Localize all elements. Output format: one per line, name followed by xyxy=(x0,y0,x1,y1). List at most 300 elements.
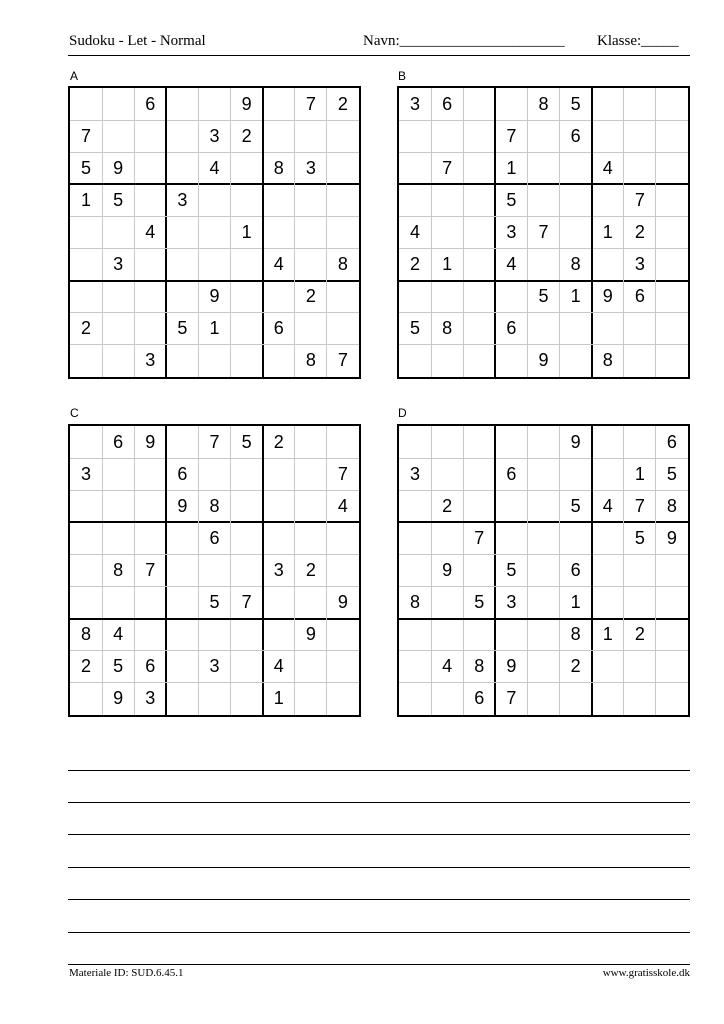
given-digit: 6 xyxy=(273,318,284,339)
empty-cell[interactable] xyxy=(656,184,688,216)
empty-cell[interactable] xyxy=(102,345,134,377)
empty-cell[interactable] xyxy=(431,120,463,152)
empty-cell[interactable] xyxy=(102,587,134,619)
empty-cell[interactable] xyxy=(495,426,527,458)
empty-cell[interactable] xyxy=(231,490,263,522)
empty-cell[interactable] xyxy=(166,281,198,313)
empty-cell[interactable] xyxy=(231,281,263,313)
given-digit: 1 xyxy=(634,463,645,484)
given-digit: 5 xyxy=(474,592,485,613)
empty-cell[interactable] xyxy=(431,184,463,216)
empty-cell[interactable] xyxy=(495,345,527,377)
given-digit: 9 xyxy=(506,656,517,677)
given-digit: 8 xyxy=(337,254,348,275)
empty-cell[interactable] xyxy=(327,426,359,458)
empty-cell[interactable] xyxy=(327,522,359,554)
empty-cell[interactable] xyxy=(624,554,656,586)
empty-cell[interactable] xyxy=(527,587,559,619)
empty-cell[interactable] xyxy=(263,490,295,522)
empty-cell[interactable] xyxy=(134,458,166,490)
empty-cell[interactable] xyxy=(624,313,656,345)
given-digit: 6 xyxy=(442,93,453,114)
empty-cell[interactable] xyxy=(198,88,230,120)
header-rule xyxy=(68,55,690,56)
empty-cell[interactable] xyxy=(70,587,102,619)
empty-cell[interactable] xyxy=(592,587,624,619)
empty-cell[interactable] xyxy=(431,619,463,651)
empty-cell[interactable] xyxy=(431,426,463,458)
given-digit: 7 xyxy=(305,93,316,114)
empty-cell[interactable] xyxy=(231,522,263,554)
empty-cell[interactable] xyxy=(463,120,495,152)
empty-cell[interactable] xyxy=(263,120,295,152)
empty-cell[interactable] xyxy=(656,216,688,248)
given-digit: 9 xyxy=(538,350,549,371)
given-digit: 4 xyxy=(145,221,156,242)
empty-cell[interactable] xyxy=(166,345,198,377)
empty-cell[interactable] xyxy=(399,651,431,683)
empty-cell[interactable] xyxy=(263,281,295,313)
empty-cell[interactable] xyxy=(656,281,688,313)
empty-cell[interactable] xyxy=(166,216,198,248)
empty-cell[interactable] xyxy=(134,490,166,522)
empty-cell[interactable] xyxy=(592,313,624,345)
empty-cell[interactable] xyxy=(656,120,688,152)
empty-cell[interactable] xyxy=(656,88,688,120)
empty-cell[interactable] xyxy=(263,184,295,216)
empty-cell[interactable] xyxy=(231,313,263,345)
empty-cell[interactable] xyxy=(463,152,495,184)
given-digit: 4 xyxy=(602,495,613,516)
puzzle-d-label: D xyxy=(398,406,407,420)
empty-cell[interactable] xyxy=(263,458,295,490)
given-digit: 2 xyxy=(634,624,645,645)
empty-cell[interactable] xyxy=(527,120,559,152)
empty-cell[interactable] xyxy=(327,120,359,152)
empty-cell[interactable] xyxy=(431,683,463,715)
empty-cell[interactable] xyxy=(166,522,198,554)
empty-cell[interactable] xyxy=(295,426,327,458)
empty-cell[interactable] xyxy=(431,281,463,313)
given-digit: 2 xyxy=(305,286,316,307)
given-digit: 8 xyxy=(273,157,284,178)
page-title: Sudoku - Let - Normal xyxy=(69,33,206,49)
empty-cell[interactable] xyxy=(327,313,359,345)
empty-cell[interactable] xyxy=(166,554,198,586)
empty-cell[interactable] xyxy=(134,120,166,152)
given-digit: 8 xyxy=(81,624,92,645)
empty-cell[interactable] xyxy=(70,216,102,248)
empty-cell[interactable] xyxy=(263,88,295,120)
given-digit: 7 xyxy=(506,688,517,709)
empty-cell[interactable] xyxy=(231,345,263,377)
given-digit: 7 xyxy=(337,350,348,371)
empty-cell[interactable] xyxy=(560,184,592,216)
empty-cell[interactable] xyxy=(560,458,592,490)
empty-cell[interactable] xyxy=(166,426,198,458)
empty-cell[interactable] xyxy=(231,619,263,651)
given-digit: 8 xyxy=(570,254,581,275)
given-digit: 7 xyxy=(634,495,645,516)
empty-cell[interactable] xyxy=(495,88,527,120)
puzzle-c-label: C xyxy=(70,406,79,420)
empty-cell[interactable] xyxy=(295,683,327,715)
empty-cell[interactable] xyxy=(263,216,295,248)
empty-cell[interactable] xyxy=(527,490,559,522)
empty-cell[interactable] xyxy=(198,554,230,586)
empty-cell[interactable] xyxy=(295,184,327,216)
empty-cell[interactable] xyxy=(263,587,295,619)
empty-cell[interactable] xyxy=(656,313,688,345)
empty-cell[interactable] xyxy=(102,281,134,313)
given-digit: 3 xyxy=(410,463,421,484)
empty-cell[interactable] xyxy=(463,249,495,281)
sudoku-grid xyxy=(68,424,361,717)
empty-cell[interactable] xyxy=(231,683,263,715)
empty-cell[interactable] xyxy=(463,619,495,651)
given-digit: 3 xyxy=(145,688,156,709)
empty-cell[interactable] xyxy=(295,120,327,152)
given-digit: 9 xyxy=(145,431,156,452)
given-digit: 5 xyxy=(241,431,252,452)
empty-cell[interactable] xyxy=(198,216,230,248)
given-digit: 2 xyxy=(337,93,348,114)
empty-cell[interactable] xyxy=(70,281,102,313)
given-digit: 8 xyxy=(666,495,677,516)
empty-cell[interactable] xyxy=(495,522,527,554)
empty-cell[interactable] xyxy=(70,522,102,554)
given-digit: 5 xyxy=(666,463,677,484)
empty-cell[interactable] xyxy=(295,216,327,248)
given-digit: 7 xyxy=(209,431,220,452)
empty-cell[interactable] xyxy=(527,651,559,683)
empty-cell[interactable] xyxy=(495,281,527,313)
empty-cell[interactable] xyxy=(263,619,295,651)
given-digit: 9 xyxy=(570,431,581,452)
empty-cell[interactable] xyxy=(327,554,359,586)
writing-line xyxy=(68,932,690,933)
writing-line xyxy=(68,867,690,868)
empty-cell[interactable] xyxy=(198,683,230,715)
given-digit: 7 xyxy=(538,221,549,242)
empty-cell[interactable] xyxy=(592,683,624,715)
empty-cell[interactable] xyxy=(263,522,295,554)
empty-cell[interactable] xyxy=(231,651,263,683)
given-digit: 5 xyxy=(570,93,581,114)
empty-cell[interactable] xyxy=(399,184,431,216)
empty-cell[interactable] xyxy=(527,683,559,715)
empty-cell[interactable] xyxy=(327,281,359,313)
sudoku-grid xyxy=(397,424,690,717)
empty-cell[interactable] xyxy=(624,587,656,619)
empty-cell[interactable] xyxy=(527,554,559,586)
given-digit: 9 xyxy=(602,286,613,307)
empty-cell[interactable] xyxy=(527,152,559,184)
given-digit: 6 xyxy=(570,125,581,146)
empty-cell[interactable] xyxy=(70,554,102,586)
given-digit: 4 xyxy=(273,656,284,677)
empty-cell[interactable] xyxy=(102,313,134,345)
class-field[interactable] xyxy=(597,33,679,50)
empty-cell[interactable] xyxy=(327,651,359,683)
empty-cell[interactable] xyxy=(624,120,656,152)
given-digit: 3 xyxy=(273,559,284,580)
empty-cell[interactable] xyxy=(463,490,495,522)
empty-cell[interactable] xyxy=(198,184,230,216)
empty-cell[interactable] xyxy=(102,490,134,522)
empty-cell[interactable] xyxy=(399,554,431,586)
empty-cell[interactable] xyxy=(327,619,359,651)
given-digit: 6 xyxy=(177,463,188,484)
empty-cell[interactable] xyxy=(399,683,431,715)
empty-cell[interactable] xyxy=(166,88,198,120)
empty-cell[interactable] xyxy=(327,184,359,216)
empty-cell[interactable] xyxy=(295,651,327,683)
empty-cell[interactable] xyxy=(431,587,463,619)
given-digit: 8 xyxy=(570,624,581,645)
empty-cell[interactable] xyxy=(624,152,656,184)
empty-cell[interactable] xyxy=(295,458,327,490)
empty-cell[interactable] xyxy=(70,490,102,522)
writing-line xyxy=(68,770,690,771)
empty-cell[interactable] xyxy=(495,619,527,651)
given-digit: 2 xyxy=(570,656,581,677)
empty-cell[interactable] xyxy=(592,120,624,152)
empty-cell[interactable] xyxy=(295,249,327,281)
given-digit: 8 xyxy=(442,318,453,339)
empty-cell[interactable] xyxy=(463,313,495,345)
empty-cell[interactable] xyxy=(463,184,495,216)
empty-cell[interactable] xyxy=(592,522,624,554)
empty-cell[interactable] xyxy=(592,426,624,458)
given-digit: 6 xyxy=(506,318,517,339)
given-digit: 8 xyxy=(305,350,316,371)
given-digit: 2 xyxy=(410,254,421,275)
empty-cell[interactable] xyxy=(592,249,624,281)
empty-cell[interactable] xyxy=(560,216,592,248)
empty-cell[interactable] xyxy=(399,426,431,458)
given-digit: 8 xyxy=(474,656,485,677)
empty-cell[interactable] xyxy=(624,683,656,715)
empty-cell[interactable] xyxy=(656,683,688,715)
empty-cell[interactable] xyxy=(431,458,463,490)
empty-cell[interactable] xyxy=(327,683,359,715)
empty-cell[interactable] xyxy=(295,522,327,554)
empty-cell[interactable] xyxy=(327,216,359,248)
empty-cell[interactable] xyxy=(102,216,134,248)
empty-cell[interactable] xyxy=(495,490,527,522)
empty-cell[interactable] xyxy=(166,120,198,152)
empty-cell[interactable] xyxy=(560,313,592,345)
empty-cell[interactable] xyxy=(134,619,166,651)
material-id: Materiale ID: SUD.6.45.1 xyxy=(69,967,184,979)
empty-cell[interactable] xyxy=(527,184,559,216)
empty-cell[interactable] xyxy=(592,184,624,216)
empty-cell[interactable] xyxy=(166,152,198,184)
empty-cell[interactable] xyxy=(592,458,624,490)
name-field[interactable] xyxy=(363,33,565,50)
given-digit: 6 xyxy=(570,559,581,580)
empty-cell[interactable] xyxy=(624,651,656,683)
empty-cell[interactable] xyxy=(592,88,624,120)
given-digit: 6 xyxy=(634,286,645,307)
given-digit: 3 xyxy=(209,125,220,146)
given-digit: 4 xyxy=(506,254,517,275)
given-digit: 4 xyxy=(209,157,220,178)
empty-cell[interactable] xyxy=(624,88,656,120)
empty-cell[interactable] xyxy=(134,152,166,184)
given-digit: 1 xyxy=(602,221,613,242)
given-digit: 9 xyxy=(113,688,124,709)
given-digit: 1 xyxy=(241,221,252,242)
empty-cell[interactable] xyxy=(431,216,463,248)
empty-cell[interactable] xyxy=(527,619,559,651)
empty-cell[interactable] xyxy=(560,522,592,554)
empty-cell[interactable] xyxy=(295,490,327,522)
empty-cell[interactable] xyxy=(134,184,166,216)
empty-cell[interactable] xyxy=(70,426,102,458)
empty-cell[interactable] xyxy=(102,458,134,490)
given-digit: 5 xyxy=(113,656,124,677)
empty-cell[interactable] xyxy=(592,651,624,683)
empty-cell[interactable] xyxy=(295,313,327,345)
given-digit: 7 xyxy=(634,189,645,210)
empty-cell[interactable] xyxy=(463,458,495,490)
empty-cell[interactable] xyxy=(134,587,166,619)
empty-cell[interactable] xyxy=(624,345,656,377)
empty-cell[interactable] xyxy=(463,216,495,248)
empty-cell[interactable] xyxy=(527,249,559,281)
given-digit: 5 xyxy=(634,527,645,548)
given-digit: 7 xyxy=(145,559,156,580)
empty-cell[interactable] xyxy=(166,619,198,651)
given-digit: 4 xyxy=(410,221,421,242)
empty-cell[interactable] xyxy=(463,281,495,313)
given-digit: 6 xyxy=(113,431,124,452)
empty-cell[interactable] xyxy=(399,619,431,651)
empty-cell[interactable] xyxy=(198,619,230,651)
given-digit: 5 xyxy=(81,157,92,178)
footer-rule xyxy=(68,964,690,965)
empty-cell[interactable] xyxy=(134,522,166,554)
empty-cell[interactable] xyxy=(134,313,166,345)
empty-cell[interactable] xyxy=(399,345,431,377)
empty-cell[interactable] xyxy=(166,587,198,619)
class-blank: _____ xyxy=(641,33,679,49)
empty-cell[interactable] xyxy=(624,426,656,458)
given-digit: 4 xyxy=(442,656,453,677)
given-digit: 8 xyxy=(410,592,421,613)
empty-cell[interactable] xyxy=(656,152,688,184)
website-link[interactable]: www.gratisskole.dk xyxy=(602,967,690,979)
empty-cell[interactable] xyxy=(656,651,688,683)
empty-cell[interactable] xyxy=(231,458,263,490)
empty-cell[interactable] xyxy=(431,522,463,554)
empty-cell[interactable] xyxy=(399,281,431,313)
empty-cell[interactable] xyxy=(166,683,198,715)
given-digit: 6 xyxy=(506,463,517,484)
given-digit: 5 xyxy=(177,318,188,339)
empty-cell[interactable] xyxy=(231,184,263,216)
given-digit: 8 xyxy=(113,559,124,580)
empty-cell[interactable] xyxy=(295,587,327,619)
empty-cell[interactable] xyxy=(70,249,102,281)
given-digit: 6 xyxy=(145,93,156,114)
given-digit: 6 xyxy=(145,656,156,677)
empty-cell[interactable] xyxy=(70,88,102,120)
given-digit: 3 xyxy=(113,254,124,275)
empty-cell[interactable] xyxy=(399,522,431,554)
empty-cell[interactable] xyxy=(134,249,166,281)
empty-cell[interactable] xyxy=(166,249,198,281)
empty-cell[interactable] xyxy=(399,152,431,184)
empty-cell[interactable] xyxy=(198,458,230,490)
empty-cell[interactable] xyxy=(70,683,102,715)
empty-cell[interactable] xyxy=(327,152,359,184)
empty-cell[interactable] xyxy=(527,313,559,345)
empty-cell[interactable] xyxy=(198,249,230,281)
given-digit: 2 xyxy=(81,656,92,677)
given-digit: 9 xyxy=(241,93,252,114)
empty-cell[interactable] xyxy=(231,249,263,281)
empty-cell[interactable] xyxy=(463,426,495,458)
empty-cell[interactable] xyxy=(656,554,688,586)
empty-cell[interactable] xyxy=(560,345,592,377)
empty-cell[interactable] xyxy=(463,345,495,377)
given-digit: 7 xyxy=(474,527,485,548)
empty-cell[interactable] xyxy=(463,554,495,586)
empty-cell[interactable] xyxy=(263,345,295,377)
empty-cell[interactable] xyxy=(102,88,134,120)
given-digit: 3 xyxy=(410,93,421,114)
empty-cell[interactable] xyxy=(134,281,166,313)
empty-cell[interactable] xyxy=(560,683,592,715)
empty-cell[interactable] xyxy=(592,554,624,586)
empty-cell[interactable] xyxy=(431,345,463,377)
empty-cell[interactable] xyxy=(102,522,134,554)
given-digit: 6 xyxy=(209,527,220,548)
empty-cell[interactable] xyxy=(231,554,263,586)
empty-cell[interactable] xyxy=(166,651,198,683)
empty-cell[interactable] xyxy=(656,587,688,619)
empty-cell[interactable] xyxy=(656,619,688,651)
given-digit: 6 xyxy=(474,688,485,709)
given-digit: 3 xyxy=(209,656,220,677)
sudoku-grid xyxy=(397,86,690,379)
empty-cell[interactable] xyxy=(399,120,431,152)
given-digit: 8 xyxy=(602,350,613,371)
given-digit: 3 xyxy=(145,350,156,371)
given-digit: 3 xyxy=(506,221,517,242)
empty-cell[interactable] xyxy=(560,152,592,184)
given-digit: 8 xyxy=(209,495,220,516)
empty-cell[interactable] xyxy=(527,426,559,458)
empty-cell[interactable] xyxy=(527,458,559,490)
given-digit: 9 xyxy=(209,286,220,307)
empty-cell[interactable] xyxy=(70,345,102,377)
given-digit: 3 xyxy=(506,592,517,613)
empty-cell[interactable] xyxy=(463,88,495,120)
given-digit: 1 xyxy=(81,189,92,210)
empty-cell[interactable] xyxy=(656,345,688,377)
given-digit: 4 xyxy=(113,624,124,645)
empty-cell[interactable] xyxy=(527,522,559,554)
empty-cell[interactable] xyxy=(231,152,263,184)
empty-cell[interactable] xyxy=(198,345,230,377)
empty-cell[interactable] xyxy=(399,490,431,522)
empty-cell[interactable] xyxy=(656,249,688,281)
empty-cell[interactable] xyxy=(102,120,134,152)
